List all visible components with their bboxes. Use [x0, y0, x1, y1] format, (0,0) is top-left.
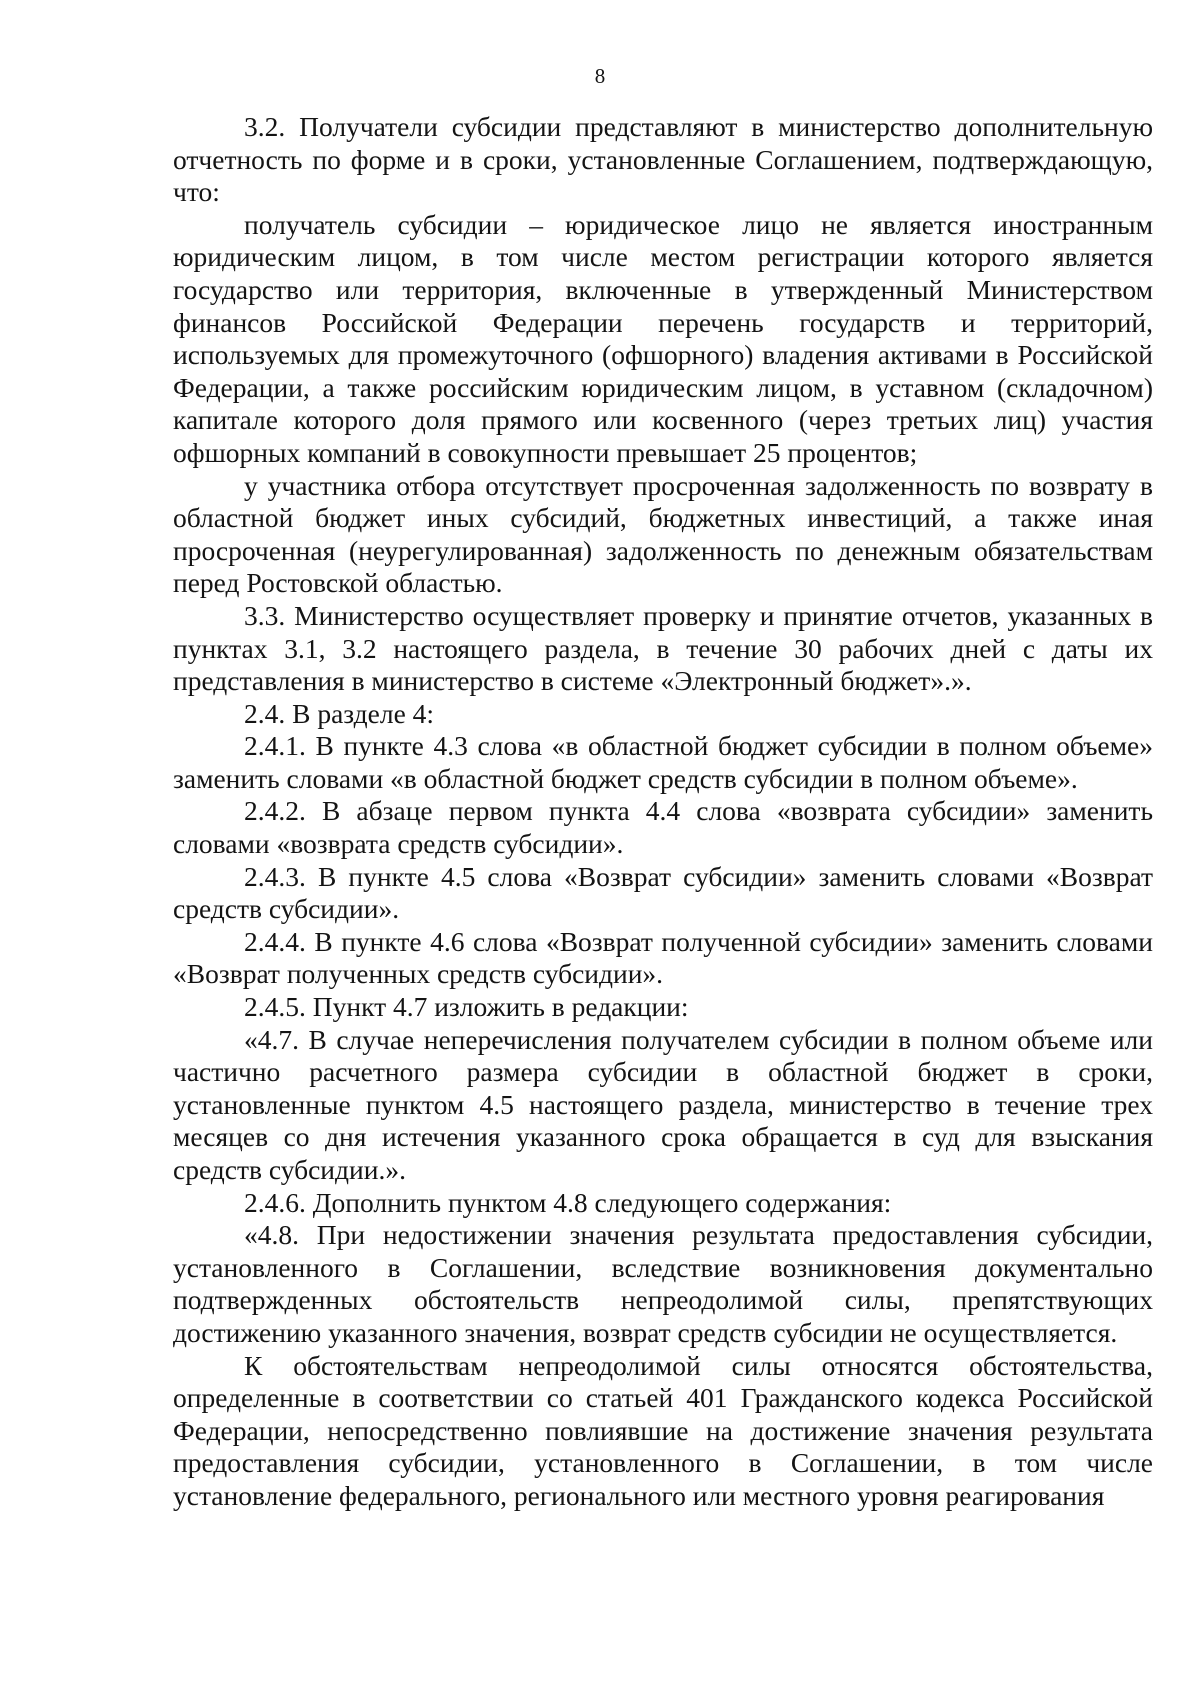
paragraph-2-4-3: 2.4.3. В пункте 4.5 слова «Возврат субсидии» заменить словами «Возврат средств субсидии».	[173, 860, 1153, 925]
paragraph-2-4-4: 2.4.4. В пункте 4.6 слова «Возврат полученной субсидии» заменить словами «Возврат полученных средств субсидии».	[173, 925, 1153, 990]
paragraph-debt-condition: у участника отбора отсутствует просроченная задолженность по возврату в областной бюджет иных субсидий, бюджетных инвестиций, а также иная просроченная (неурегулированная) задолженность по денежным обязательствам перед Ростовской областью.	[173, 469, 1153, 599]
paragraph-2-4-2: 2.4.2. В абзаце первом пункта 4.4 слова «возврата субсидии» заменить словами «возврата средств субсидии».	[173, 795, 1153, 860]
paragraph-2-4-6: 2.4.6. Дополнить пунктом 4.8 следующего содержания:	[244, 1186, 892, 1218]
paragraph-4-7: «4.7. В случае неперечисления получателем субсидии в полном объеме или частично расчетного размера субсидии в областной бюджет в сроки, установленные пунктом 4.5 настоящего раздела, министерство в течение трех месяцев со дня истечения указанного срока обращается в суд для взыскания средств субсидии.».	[173, 1023, 1153, 1185]
paragraph-2-4-1: 2.4.1. В пункте 4.3 слова «в областной бюджет субсидии в полном объеме» заменить словами «в областной бюджет средств субсидии в полном объеме».	[173, 730, 1153, 794]
paragraph-2-4-5: 2.4.5. Пункт 4.7 изложить в редакции:	[244, 991, 689, 1023]
paragraph-force-majeure: К обстоятельствам непреодолимой силы относятся обстоятельства, определенные в соответствии со статьей 401 Гражданского кодекса Российской Федерации, непосредственно повлиявшие на достижение значения результата предоставления субсидии, установленного в Соглашении, в том числе установление федерального, регионального или местного уровня реагирования	[173, 1349, 1153, 1511]
paragraph-2-4: 2.4. В разделе 4:	[244, 697, 435, 729]
paragraph-3-2: 3.2. Получатели субсидии представляют в министерство дополнительную отчетность по форме и в сроки, установленные Соглашением, подтверждающую, что:	[173, 111, 1153, 208]
document-body	[173, 111, 1153, 1513]
paragraph-offshore-condition: получатель субсидии – юридическое лицо не является иностранным юридическим лицом, в том числе местом регистрации которого является государство или территория, включенные в утвержденный Министерством финансов Российской Федерации перечень государств и территорий, используемых для промежуточного (офшорного) владения активами в Российской Федерации, а также российским юридическим лицом, в уставном (складочном) капитале которого доля прямого или косвенного (через третьих лиц) участия офшорных компаний в совокупности превышает 25 процентов;	[173, 208, 1153, 468]
paragraph-3-3: 3.3. Министерство осуществляет проверку и принятие отчетов, указанных в пунктах 3.1, 3.2 настоящего раздела, в течение 30 рабочих дней с даты их представления в министерство в системе «Электронный бюджет».».	[173, 599, 1153, 697]
page-number: 8	[594, 64, 606, 88]
paragraph-4-8: «4.8. При недостижении значения результата предоставления субсидии, установленного в Соглашении, вследствие возникновения документально подтвержденных обстоятельств непреодолимой силы, препятствующих достижению указанного значения, возврат средств субсидии не осуществляется.	[173, 1219, 1153, 1348]
